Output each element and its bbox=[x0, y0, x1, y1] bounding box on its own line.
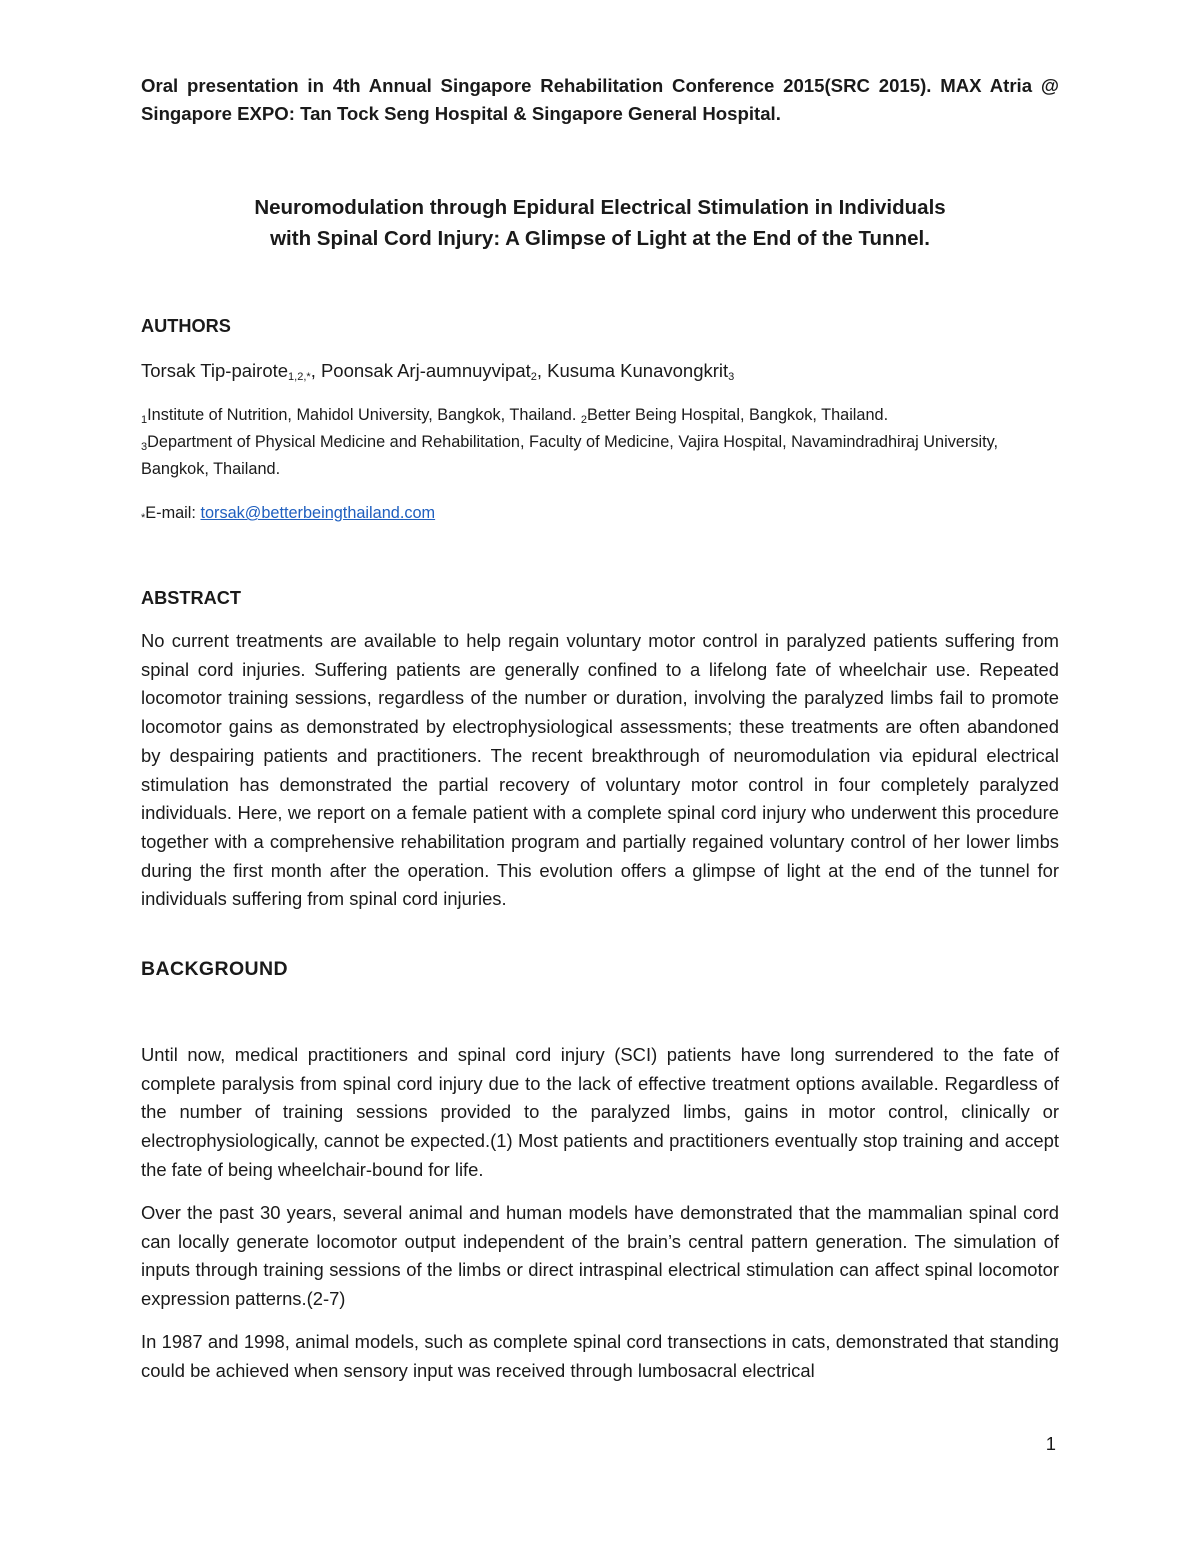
affiliations bbox=[141, 402, 1059, 483]
abstract-text: No current treatments are available to help regain voluntary motor control in paralyzed patients suffering from spinal cord injuries. Suffering patients are generally confined to a lifelong fate of wheelchair use. Repeated locomotor training sessions, regardless of the number or duration, involving the paralyzed limbs fail to promote locomotor gains as demonstrated by electrophysiological assessments; these treatments are often abandoned by despairing patients and practitioners. The recent breakthrough of neuromodulation via epidural electrical stimulation has demonstrated the partial recovery of voluntary motor control in four completely paralyzed individuals. Here, we report on a female patient with a complete spinal cord injury who underwent this procedure together with a comprehensive rehabilitation program and partially regained voluntary control of her lower limbs during the first month after the operation. This evolution offers a glimpse of light at the end of the tunnel for individuals suffering from spinal cord injuries. bbox=[141, 630, 1059, 910]
affiliation-2: Better Being Hospital, Bangkok, Thailand. bbox=[587, 406, 889, 424]
conference-header: Oral presentation in 4th Annual Singapore Rehabilitation Conference 2015(SRC 2015). MAX Atria @ Singapore EXPO: Tan Tock Seng Hospital & Singapore General Hospital. bbox=[141, 75, 1059, 124]
paper-title-line-1: Neuromodulation through Epidural Electrical Stimulation in Individuals bbox=[254, 196, 946, 219]
email-link[interactable]: torsak@betterbeingthailand.com bbox=[200, 504, 436, 522]
author-2-affiliation-mark: 2 bbox=[530, 371, 537, 383]
email-label: E-mail: bbox=[145, 504, 201, 522]
authors-heading: AUTHORS bbox=[141, 316, 231, 336]
paper-title bbox=[141, 192, 1059, 254]
background-paragraph-2: Over the past 30 years, several animal and human models have demonstrated that the mammalian spinal cord can locally generate locomotor output independent of the brain’s central pattern generation. The simulation of inputs through training sessions of the limbs or direct intraspinal electrical stimulation can affect spinal locomotor expression patterns.(2-7) bbox=[141, 1202, 1059, 1310]
affiliation-1-mark: 1 bbox=[141, 414, 148, 426]
background-heading: BACKGROUND bbox=[141, 958, 288, 980]
background-paragraph-1: Until now, medical practitioners and spinal cord injury (SCI) patients have long surrendered to the fate of complete paralysis from spinal cord injury due to the lack of effective treatment options available. Regardless of the number of training sessions provided to the paralyzed limbs, gains in motor control, clinically or electrophysiologically, cannot be expected.(1) Most patients and practitioners eventually stop training and accept the fate of being wheelchair-bound for life. bbox=[141, 1044, 1059, 1180]
author-3-affiliation-mark: 3 bbox=[728, 371, 735, 383]
background-paragraph-3: In 1987 and 1998, animal models, such as complete spinal cord transections in cats, demonstrated that standing could be achieved when sensory input was received through lumbosacral electrical bbox=[141, 1331, 1059, 1381]
author-1-affiliation-mark: 1,2,* bbox=[288, 371, 311, 383]
author-list bbox=[141, 358, 734, 384]
affiliation-3: Department of Physical Medicine and Rehabilitation, Faculty of Medicine, Vajira Hospital, Navamindradhiraj University, Bangkok, Thailand. bbox=[141, 433, 999, 478]
page-number: 1 bbox=[1045, 1433, 1056, 1454]
corresponding-email bbox=[141, 500, 435, 526]
paper-page bbox=[141, 0, 1059, 1553]
affiliation-3-mark: 3 bbox=[141, 441, 148, 453]
corresponding-mark: * bbox=[141, 512, 146, 524]
paper-title-line-2: with Spinal Cord Injury: A Glimpse of Light at the End of the Tunnel. bbox=[270, 227, 930, 250]
affiliation-2-mark: 2 bbox=[580, 414, 588, 426]
author-1: Torsak Tip-pairote bbox=[141, 360, 289, 381]
author-2: , Poonsak Arj-aumnuyvipat bbox=[310, 360, 531, 381]
author-3: , Kusuma Kunavongkrit bbox=[536, 360, 729, 381]
affiliation-1: Institute of Nutrition, Mahidol University, Bangkok, Thailand. bbox=[147, 406, 581, 424]
abstract-heading: ABSTRACT bbox=[141, 588, 242, 608]
